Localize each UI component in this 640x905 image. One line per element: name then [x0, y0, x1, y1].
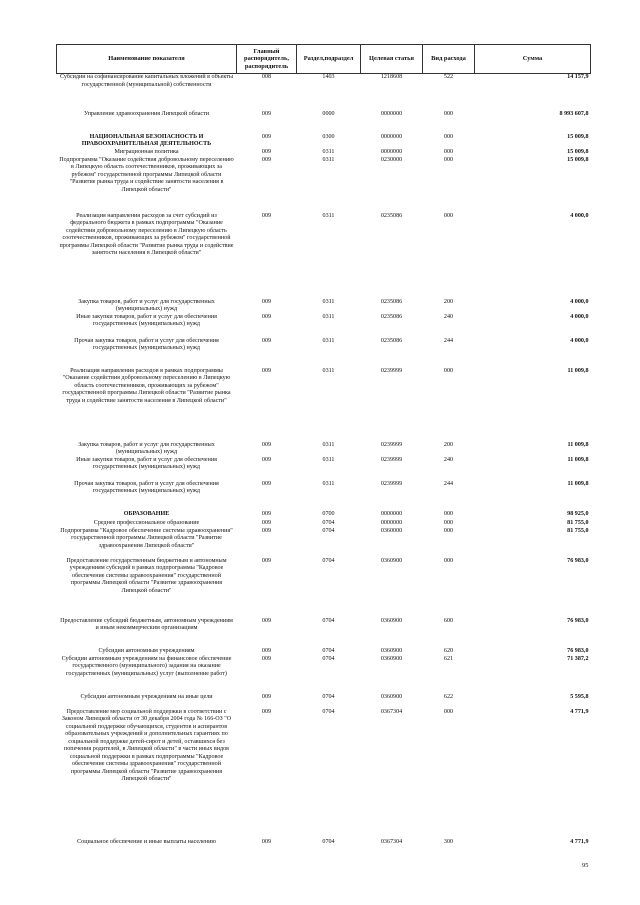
table-header: [57, 45, 591, 74]
row-target-code: 0360900: [380, 557, 403, 564]
table-row: [57, 299, 591, 314]
row-admin-code: 009: [261, 298, 272, 305]
row-name: Субсидии автономным учреждениям: [98, 647, 195, 654]
row-name: Закупка товаров, работ и услуг для государственных (муниципальных) нужд: [78, 298, 215, 312]
row-sum: 15 009,8: [567, 156, 589, 163]
row-admin-code: 009: [261, 480, 272, 487]
row-kind-code: 000: [443, 527, 454, 534]
row-admin-code: 009: [261, 456, 272, 463]
row-kind-code: 600: [443, 617, 454, 624]
row-name: Подпрограмма "Оказание содействия добровольному переселению в Липецкую область соотечественников, проживающих за рубежом" государственной программы Липецкой области "Развитие рынка труда и содействие занятости населения в Липецкой области": [59, 156, 234, 193]
row-target-code: 0360900: [380, 647, 403, 654]
table-row: [57, 481, 591, 511]
row-sum: 4 000,0: [570, 212, 589, 219]
row-admin-code: 009: [261, 337, 272, 344]
row-target-code: 0235086: [380, 313, 403, 320]
row-sum: 15 009,8: [567, 148, 589, 155]
row-kind-code: 000: [443, 708, 454, 715]
row-name: Закупка товаров, работ и услуг для государственных (муниципальных) нужд: [78, 441, 215, 455]
row-section-code: 0311: [322, 313, 335, 320]
row-kind-code: 000: [443, 148, 454, 155]
row-kind-code: 300: [443, 838, 454, 845]
row-name: Иные закупки товаров, работ и услуг для обеспечения государственных (муниципальных) нужд: [76, 456, 217, 470]
row-sum: 81 755,0: [567, 527, 589, 534]
row-sum: 76 983,0: [567, 647, 589, 654]
row-kind-code: 622: [443, 693, 454, 700]
row-name: Прочая закупка товаров, работ и услуг для обеспечения государственных (муниципальных) нужд: [74, 480, 219, 494]
row-sum: 11 009,8: [567, 367, 589, 374]
table-row: [57, 648, 591, 656]
row-section-code: 0704: [322, 708, 335, 715]
header-target: Целевая статья: [361, 45, 423, 74]
row-kind-code: 240: [443, 456, 454, 463]
row-section-code: 0311: [322, 156, 335, 163]
row-admin-code: 009: [261, 110, 272, 117]
row-kind-code: 244: [443, 337, 454, 344]
row-section-code: 0311: [322, 298, 335, 305]
row-name: Миграционная политика: [114, 148, 179, 155]
row-target-code: 0360900: [380, 655, 403, 662]
header-name: Наименование показателя: [57, 45, 237, 74]
row-sum: 15 009,8: [567, 133, 589, 140]
row-admin-code: 009: [261, 527, 272, 534]
table-row: [57, 520, 591, 528]
row-sum: 8 993 607,8: [559, 110, 589, 117]
row-name: Управление здравоохранения Липецкой области: [83, 110, 210, 117]
row-section-code: 0311: [322, 456, 335, 463]
table-row: [57, 157, 591, 213]
page-number: 95: [582, 862, 589, 869]
header-kind: Вид расхода: [423, 45, 475, 74]
row-name: Субсидии на софинансирование капитальных вложений в объекты государственной (муниципальной) собственности: [59, 74, 234, 88]
table-row: [57, 528, 591, 558]
row-sum: 71 387,2: [567, 655, 589, 662]
row-target-code: 0360000: [380, 527, 403, 534]
row-target-code: 0000000: [380, 519, 403, 526]
row-sum: 11 009,8: [567, 480, 589, 487]
table-row: [57, 74, 591, 111]
row-sum: 76 983,0: [567, 557, 589, 564]
row-target-code: 0235086: [380, 298, 403, 305]
row-admin-code: 008: [261, 74, 272, 80]
row-name: Подпрограмма "Кадровое обеспечение системы здравоохранения" государственной программы Липецкой области "Развитие здравоохранения Липецкой области": [60, 527, 233, 549]
row-target-code: 0230000: [380, 156, 403, 163]
row-sum: 4 000,0: [570, 337, 589, 344]
row-target-code: 0360900: [380, 693, 403, 700]
row-admin-code: 009: [261, 647, 272, 654]
row-admin-code: 009: [261, 655, 272, 662]
header-admin: Главный распорядитель, распорядитель: [237, 45, 297, 74]
row-admin-code: 009: [261, 441, 272, 448]
row-admin-code: 009: [261, 838, 272, 845]
row-kind-code: 620: [443, 647, 454, 654]
row-name: Предоставление мер социальной поддержки в соответствии с Законом Липецкой области от 30 декабря 2004 года № 166-ОЗ "О социальной поддержке обучающихся, студентов и аспирантов образовательных учреждений и дополнительных гарантиях по социальной поддержке детей-сирот и детей, оставшихся без попечения родителей, в Липецкой области" в части иных видов социальной поддержки в рамках подпрограммы "Кадровое обеспечение системы здравоохранения" государственной программы Липецкой области "Развитие здравоохранения Липецкой области": [61, 708, 232, 782]
row-section-code: 0311: [322, 212, 335, 219]
row-section-code: 0300: [322, 133, 335, 140]
row-admin-code: 009: [261, 148, 272, 155]
row-kind-code: 240: [443, 313, 454, 320]
row-target-code: 0367304: [380, 708, 403, 715]
row-name: Среднее профессиональное образование: [93, 519, 200, 526]
row-kind-code: 200: [443, 441, 454, 448]
table-row: [57, 694, 591, 709]
row-kind-code: 244: [443, 480, 454, 487]
row-target-code: 1218608: [380, 74, 403, 80]
row-name: Предоставление государственным бюджетным и автономным учреждениям субсидий в рамках подпрограммы "Кадровое обеспечение системы здравоохранения" государственной программы Липецкой области "Развитие здравоохранения Липецкой области": [66, 557, 227, 594]
row-sum: 76 983,0: [567, 617, 589, 624]
row-section-code: 0311: [322, 148, 335, 155]
row-sum: 4 000,0: [570, 313, 589, 320]
table-row: [57, 213, 591, 299]
row-target-code: 0360900: [380, 617, 403, 624]
header-section: Раздел,подраздел: [297, 45, 361, 74]
row-kind-code: 000: [443, 156, 454, 163]
row-target-code: 0000000: [380, 510, 403, 517]
row-admin-code: 009: [261, 617, 272, 624]
row-sum: 11 009,8: [567, 456, 589, 463]
row-target-code: 0000000: [380, 110, 403, 117]
table-row: [57, 618, 591, 648]
row-section-code: 0704: [322, 693, 335, 700]
row-section-code: 0311: [322, 337, 335, 344]
row-admin-code: 009: [261, 693, 272, 700]
row-admin-code: 009: [261, 133, 272, 140]
row-name: Субсидии автономным учреждениям на финансовое обеспечение государственного (муниципального) задания на оказание государственных (муниципальных) услуг (выполнение работ): [61, 655, 232, 677]
row-section-code: 0704: [322, 838, 335, 845]
row-sum: 5 595,8: [570, 693, 589, 700]
row-sum: 4 000,0: [570, 298, 589, 305]
table-row: [57, 314, 591, 338]
row-kind-code: 000: [443, 519, 454, 526]
row-target-code: 0239999: [380, 480, 403, 487]
row-kind-code: 000: [443, 557, 454, 564]
row-target-code: 0000000: [380, 148, 403, 155]
row-sum: 4 771,9: [570, 838, 589, 845]
table-row: [57, 111, 591, 134]
row-sum: 81 755,0: [567, 519, 589, 526]
row-admin-code: 009: [261, 367, 272, 374]
row-section-code: 0311: [322, 480, 335, 487]
table-row: [57, 134, 591, 149]
row-section-code: 0700: [322, 510, 335, 517]
row-kind-code: 000: [443, 212, 454, 219]
row-name: Реализация направления расходов в рамках подпрограммы "Оказание содействия добровольному переселению в Липецкую область соотечественников, проживающих за рубежом" государственной программы Липецкой области "Развитие рынка труда и содействие занятости населения в Липецкой области": [62, 367, 231, 404]
table-row: [57, 442, 591, 457]
row-section-code: 0704: [322, 557, 335, 564]
row-target-code: 0235086: [380, 212, 403, 219]
row-name: ОБРАЗОВАНИЕ: [123, 510, 170, 517]
row-admin-code: 009: [261, 708, 272, 715]
row-target-code: 0235086: [380, 337, 403, 344]
row-kind-code: 621: [443, 655, 454, 662]
table-row: [57, 149, 591, 157]
row-kind-code: 522: [443, 74, 454, 80]
row-name: НАЦИОНАЛЬНАЯ БЕЗОПАСНОСТЬ И ПРАВООХРАНИТЕЛЬНАЯ ДЕЯТЕЛЬНОСТЬ: [81, 133, 212, 147]
table-row: [57, 368, 591, 442]
row-name: Предоставление субсидий бюджетным, автономным учреждениям и иным некоммерческим организациям: [60, 617, 233, 631]
row-admin-code: 009: [261, 519, 272, 526]
row-admin-code: 009: [261, 212, 272, 219]
table-body: [57, 74, 591, 854]
table-row: [57, 338, 591, 368]
row-section-code: 0311: [322, 441, 335, 448]
row-section-code: 0311: [322, 367, 335, 374]
table-row: [57, 511, 591, 520]
row-sum: 98 925,0: [567, 510, 589, 517]
row-name: Иные закупки товаров, работ и услуг для обеспечения государственных (муниципальных) нужд: [76, 313, 217, 327]
row-target-code: 0239999: [380, 367, 403, 374]
table-row: [57, 558, 591, 618]
row-name: Субсидии автономным учреждениям на иные цели: [80, 693, 213, 700]
row-kind-code: 000: [443, 510, 454, 517]
row-admin-code: 009: [261, 313, 272, 320]
row-name: Прочая закупка товаров, работ и услуг для обеспечения государственных (муниципальных) нужд: [74, 337, 219, 351]
row-section-code: 0704: [322, 647, 335, 654]
row-sum: 4 771,9: [570, 708, 589, 715]
table-row: [57, 656, 591, 694]
row-name: Реализация направления расходов за счет субсидий из федерального бюджета в рамках подпрограммы "Оказание содействия добровольному переселению в Липецкую область соотечественников, проживающих за рубежом" государственной программы Липецкой области "Развитие рынка труда и содействие занятости населения в Липецкой области": [59, 212, 234, 256]
row-target-code: 0000000: [380, 133, 403, 140]
row-admin-code: 009: [261, 156, 272, 163]
row-target-code: 0239999: [380, 441, 403, 448]
row-admin-code: 009: [261, 510, 272, 517]
row-name: Социальное обеспечение и иные выплаты населению: [77, 838, 216, 845]
header-sum: Сумма: [475, 45, 591, 74]
row-section-code: 0704: [322, 519, 335, 526]
budget-table: [56, 44, 591, 854]
row-kind-code: 000: [443, 133, 454, 140]
row-section-code: 0000: [322, 110, 335, 117]
table-row: [57, 839, 591, 854]
row-section-code: 0704: [322, 527, 335, 534]
table-row: [57, 457, 591, 481]
row-kind-code: 000: [443, 110, 454, 117]
row-kind-code: 000: [443, 367, 454, 374]
row-target-code: 0239999: [380, 456, 403, 463]
row-sum: 14 157,9: [567, 74, 589, 80]
row-kind-code: 200: [443, 298, 454, 305]
row-section-code: 0704: [322, 617, 335, 624]
row-target-code: 0367304: [380, 838, 403, 845]
row-admin-code: 009: [261, 557, 272, 564]
row-sum: 11 009,8: [567, 441, 589, 448]
row-section-code: 0704: [322, 655, 335, 662]
row-section-code: 1403: [322, 74, 335, 80]
table-row: [57, 709, 591, 839]
